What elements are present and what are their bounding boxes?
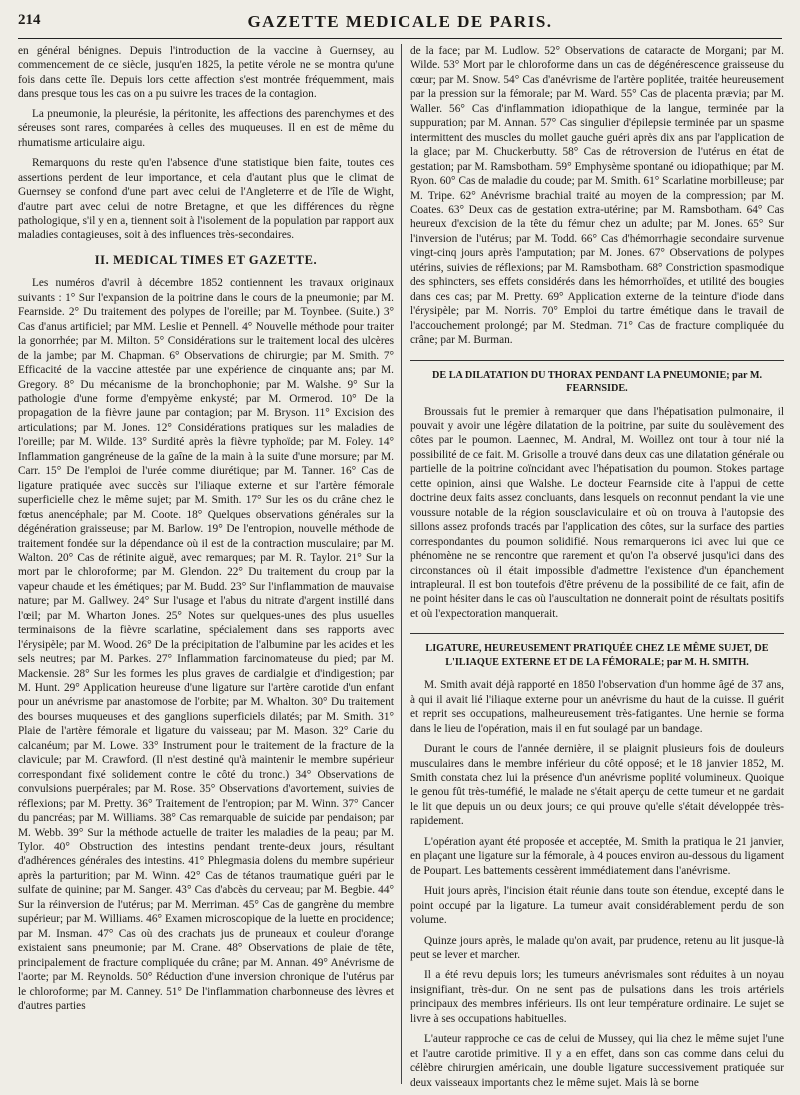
page-number: 214 [18,12,41,28]
article-list-continuation: de la face; par M. Ludlow. 52° Observations de cataracte de Morgani; par M. Wilde. 53° Mort par le chloroforme dans un cas de dégénérescence graisseuse du cœur; par M. Snow. 54° Cas d'anévrisme de l'artère poplitée, traitée heureusement par la pression sur la fémorale; par M. Ward. 55° Cas de placenta prævia; par M. Waller. 56° Cas d'inflammation idiopathique de la langue, terminée par la suppuration; par M. Annan. 57° Cas singulier d'épilepsie terminée par un spasme intermittent des muscles du mollet gauche guéri après dix ans par l'application de la glace; par M. Chuckerbutty. 58° Cas de rétroversion de l'utérus en état de gestation; par M. Ramsbotham. 59° Emphysème spontané ou idiopathique; par M. Ryon. 60° Cas de maladie du coude; par M. Smith. 61° Scarlatine morbilleuse; par M. Tripe. 62° Anévrisme brachial traité au moyen de la compression; par M. Coates. 63° Deux cas de gestation extra-utérine; par M. Ramsbotham. 64° Cas heureux d'excision de la tête du fémur chez un adulte; par M. Jones. 65° Sur l'inversion de l'utérus; par M. Todd. 66° Cas d'hémorrhagie secondaire survenue vingt-cinq jours après l'amputation; par M. Jones. 67° Observations de polypes utérins, suivies de réflexions; par M. Ramsbotham. 68° Constriction spasmodique des sphincters, ses effets considérés dans les hémorrhoïdes, et utilité des bougies dans ces cas; par M. Pretty. 69° Application externe de la teinture d'iode dans l'érysipèle; par M. Norris. 70° Emploi du tartre émétique dans le travail de l'accouchement prolongé; par M. Stedman. 71° Cas de fracture compliquée du crâne; par M. Burman. [410,45,784,347]
page-header [18,10,782,39]
column-divider [401,44,402,1084]
section-title: II. MEDICAL TIMES ET GAZETTE. [94,252,318,267]
left-column [18,44,394,1090]
article-body: Broussais fut le premier à remarquer que dans l'hépatisation pulmonaire, il pouvait y avoir une légère dilatation de la poitrine, par suite du soulèvement des côtes par le poumon. Laennec, M. Andral, M. Woillez ont tour à tour nié la possibilité de ce fait. M. Grisolle a trouvé dans deux cas une dilatation générale ou partielle de la poitrine coïncidant avec l'hépatisation du poumon. Stokes partage cette opinion, ainsi que Walshe. Le docteur Fearnside cite à l'appui de cette doctrine deux faits assez concluants, dans lesquels on reconnut pendant la vie une voussure notable de la région sousclaviculaire et où on trouva à l'autopsie des sillons assez profonds tracés par l'application des côtes, sur la surface des parties correspondantes du poumon solidifié. Nous remarquerons ici avec lui que ce phénomène ne se rencontre que rarement et qu'on l'a observé jusqu'ici dans des circonstances où il était impossible d'admettre l'existence d'un épanchement intrapleural. Il est bon toutefois d'être prévenu de la possibilité de ce fait, afin de ne point hésiter dans le cas où l'auscultation ne donnerait point de résultats positifs et où l'expectoration manquerait. [410,405,784,620]
paragraph: en général bénignes. Depuis l'introduction de la vaccine à Guernsey, au commencement de ce siècle, jusqu'en 1825, la petite vérole ne se montra qu'une fois dans cette île. Depuis lors cette affection s'est montrée fréquemment, mais dans presque tous les cas on a pu suivre les traces de la contagion. [18,45,394,101]
paragraph: Remarquons du reste qu'en l'absence d'une statistique bien faite, toutes ces assertions perdent de leur importance, et cela d'autant plus que le climat de Guernsey se confond d'une part avec celui de l'Angleterre et de l'île de Wight, d'autre part avec celui de notre Bretagne, et que les différences du règne pathologique, s'il y en a, tiennent soit à l'isolement de la population par rapport aux maladies contagieuses, soit à des influences très-secondaires. [18,157,394,242]
article-title: DE LA DILATATION DU THORAX PENDANT LA PNEUMONIE; par M. FEARNSIDE. [410,360,784,396]
article-body: Huit jours après, l'incision était réunie dans toute son étendue, excepté dans le point occupé par la ligature. La tumeur avait considérablement perdu de son volume. [410,885,784,927]
article-body: L'opération ayant été proposée et acceptée, M. Smith la pratiqua le 21 janvier, en plaçant une ligature sur la fémorale, à 4 pouces environ au-dessous du ligament de Poupart. Les battements cessèrent immédiatement dans l'anévrisme. [410,835,784,877]
right-column [410,44,784,1090]
article-body: L'auteur rapproche ce cas de celui de Mussey, qui lia chez le même sujet l'une et l'autre carotide primitive. Il y a en effet, dans son cas comme dans celui du célèbre chirurgien américain, une double ligature successivement pratiquée sur deux vaisseaux importants chez le même sujet. Mais là se borne [410,1033,784,1089]
article-body: Il a été revu depuis lors; les tumeurs anévrismales sont réduites à un noyau insignifiant, très-dur. On ne sent pas de pulsations dans les trois artériels principaux des membres inférieurs. Ils ont leur température ordinaire. Le sujet se livre à ses occupations habituelles. [410,969,784,1025]
journal-title: GAZETTE MEDICALE DE PARIS. [247,12,553,31]
article-list: Les numéros d'avril à décembre 1852 contiennent les travaux originaux suivants : 1° Sur l'expansion de la poitrine dans le cours de la pneumonie; par M. Fearnside. 2° Du traitement des polypes de l'oreille; par M. Toynbee. (Suite.) 3° Cas d'anus artificiel; par MM. Leslie et Pennell. 4° Nouvelle méthode pour traiter la gonorrhée; par M. Milton. 5° Considérations sur le traitement local des ulcères de la jambe; par M. Chapman. 6° Observations de chirurgie; par M. Smith. 7° Efficacité de la vaccine attestée par une expérience de cinquante ans; par M. Gregory. 8° Du mécanisme de la bronchophonie; par M. Walshe. 9° Sur la pathologie d'une forme d'empyème enkysté; par M. Ormerod. 10° De la propagation de la fièvre jaune par contagion; par M. Bryson. 11° Excision des articulations; par M. Jones. 12° Considérations pratiques sur les maladies de l'oreille; par M. Wilde. 13° Surdité après la fièvre typhoïde; par M. Foley. 14° Inflammation gangréneuse de la gaîne de la main à la suite d'une morsure; par M. Carr. 15° De l'emploi de l'urée comme diurétique; par M. Tanner. 16° Cas de ligature pratiquée avec succès sur l'iliaque externe et sur l'artère fémorale superficielle chez le même sujet; par M. Smith. 17° Sur les os du crâne chez le fœtus anencéphale; par M. Coote. 18° Quelques observations générales sur la dégénération graisseuse; par M. Barlow. 19° De l'entropion, nouvelle méthode de traitement fondée sur la dépendance où il est de la contraction musculaire; par M. Walton. 20° Cas de rétinite aiguë, avec remarques; par M. R. Taylor. 21° Sur la mort par le chloroforme; par M. Glendon. 22° Du traitement du croup par la vapeur chaude et les émétiques; par M. Budd. 23° Sur l'inflammation de mauvaise nature; par M. Gallwey. 24° Sur l'usage et l'abus du nitrate d'argent instillé dans l'œil; par M. Wharton Jones. 25° Notes sur quelques-unes des plus usuelles terminaisons de la fièvre scarlatine, spécialement dans ses rapports avec l'érysipèle; par M. Wood. 26° De la précipitation de l'albumine par les acides et les sels neutres; par M. Parkes. 27° Inflammation farcinomateuse du pied; par M. Mackensie. 28° Sur les formes les plus graves de cardialgie et d'indigestion; par M. Hunt. 29° Application heureuse d'une ligature sur l'artère carotide d'un enfant pour un anévrisme par anastomose de l'orbite; par M. Whalton. 30° Du traitement des bourses muqueuses et des ganglions superficiels dilatés; par M. Smith. 31° Plaie de l'artère fémorale et ligature du vaisseau; par M. Mason. 32° Carie du calcanéum; par M. Lowe. 33° Instrument pour le traitement de la fracture de la clavicule; par M. Crawford. (Il n'est destiné qu'à maintenir le membre supérieur correspondant fixé solidement contre le côté du tronc.) 34° Observations de convulsions puerpérales; par M. Rose. 35° Observations d'avortement, suivies de réflexions; par M. Pretty. 36° Traitement de l'entropion; par M. Winn. 37° Cancer du pancréas; par M. Williams. 38° Cas remarquable de suicide par pendaison; par M. Webb. 39° Sur la méthode actuelle de traiter les maladies de la peau; par M. Tylor. 40° Obstruction des intestins pendant trente-deux jours, résultant d'adhérences générales des intestins. 41° Phlegmasia dolens du membre supérieur après la parturition; par M. Winn. 42° Cas de tétanos traumatique guéri par le sulfate de quinine; par M. Sanger. 43° Cas d'abcès du cerveau; par M. Begbie. 44° Sur la réinversion de l'utérus; par M. Merriman. 45° Cas de gangrène du membre supérieur; par M. Williams. 46° Examen microscopique de la luette en procidence; par M. Insman. 47° Cas où des crachats jus de pruneaux et couleur d'orange existaient sans pneumonie; par M. Crane. 48° Observations de plaie de tête, principalement de fracture compliquée du crâne; par M. Annan. 49° Anévrisme de l'aorte; par M. Reynolds. 50° Réduction d'une inversion chronique de l'utérus par le chloroforme; par M. Canney. 51° De l'inflammation charbonneuse des lèvres et d'autres parties [18,277,394,1012]
article-body: M. Smith avait déjà rapporté en 1850 l'observation d'un homme âgé de 37 ans, à qui il avait lié l'iliaque externe pour un anévrisme du haut de la cuisse. Il guérit et reprit ses occupations, malheureusement très-fatigantes. Une hernie se forma dans le lieu de l'opération, mais il en fut soulagé par un bandage. [410,679,784,735]
article-body: Durant le cours de l'année dernière, il se plaignit plusieurs fois de douleurs musculaires dans le membre inférieur du côté opposé; et le 18 janvier 1852, M. Smith constata chez lui la présence d'un anévrisme poplité volumineux. Quoique le genou fût très-tuméfié, le malade ne s'était aperçu de cette tumeur et ne gardait le lit que depuis un ou deux jours; ce qui prouve qu'elle s'était développée très-rapidement. [410,743,784,828]
paragraph: La pneumonie, la pleurésie, la péritonite, les affections des parenchymes et des séreuses sont rares, comparées à celles des muqueuses. Il en est de même du rhumatisme articulaire aigu. [18,107,394,149]
article-title: LIGATURE, HEUREUSEMENT PRATIQUÉE CHEZ LE MÊME SUJET, DE L'ILIAQUE EXTERNE ET DE LA FÉMORALE; par M. H. SMITH. [410,633,784,669]
article-body: Quinze jours après, le malade qu'on avait, par prudence, retenu au lit jusque-là peut se lever et marcher. [410,934,784,962]
